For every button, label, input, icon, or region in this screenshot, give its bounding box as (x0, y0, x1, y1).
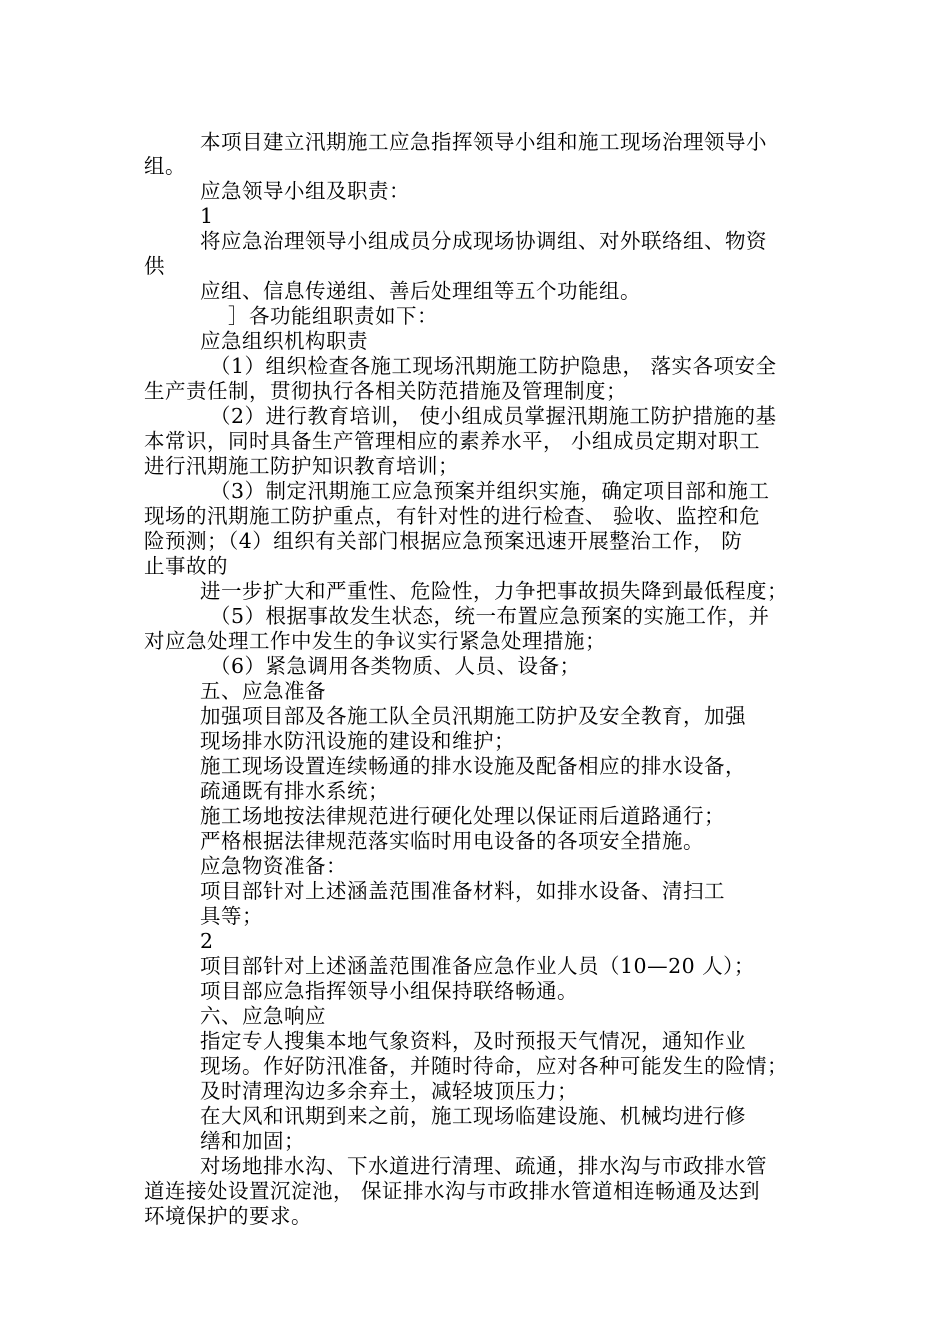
text-line: 施工现场设置连续畅通的排水设施及配备相应的排水设备， (200, 754, 746, 778)
text-line: 组。 (144, 154, 186, 178)
text-line: 进一步扩大和严重性、危险性，力争把事故损失降到最低程度； (200, 579, 788, 603)
text-line: 进行汛期施工防护知识教育培训； (144, 454, 459, 478)
text-line: 供 (144, 254, 165, 278)
text-line: 项目部应急指挥领导小组保持联络畅通。 (200, 979, 578, 1003)
text-line: ］各功能组职责如下： (228, 304, 438, 328)
text-line: 及时清理沟边多余弃土，减轻坡顶压力； (200, 1079, 578, 1103)
text-line: 现场的汛期施工防护重点，有针对性的进行检查、 验收、监控和危 (144, 504, 761, 528)
text-line: 对场地排水沟、下水道进行清理、疏通，排水沟与市政排水管 (200, 1154, 767, 1178)
text-line: （1）组织检查各施工现场汛期施工防护隐患， 落实各项安全 (210, 354, 777, 378)
text-line: 项目部针对上述涵盖范围准备材料，如排水设备、清扫工 (200, 879, 725, 903)
text-line: 应组、信息传递组、善后处理组等五个功能组。 (200, 279, 641, 303)
text-line: 将应急治理领导小组成员分成现场协调组、对外联络组、物资 (200, 229, 767, 253)
text-line: 1 (200, 204, 214, 228)
text-line: 缮和加固； (200, 1129, 305, 1153)
text-line: 本项目建立汛期施工应急指挥领导小组和施工现场治理领导小 (200, 130, 767, 154)
text-line: （6）紧急调用各类物质、人员、设备； (210, 654, 581, 678)
text-line: 应急物资准备： (200, 854, 347, 878)
text-line: 应急组织机构职责 (200, 329, 368, 353)
text-line: 本常识，同时具备生产管理相应的素养水平， 小组成员定期对职工 (144, 429, 761, 453)
text-line: 对应急处理工作中发生的争议实行紧急处理措施； (144, 629, 606, 653)
text-line: 指定专人搜集本地气象资料，及时预报天气情况，通知作业 (200, 1029, 746, 1053)
text-line: 道连接处设置沉淀池， 保证排水沟与市政排水管道相连畅通及达到 (144, 1179, 761, 1203)
text-line: 严格根据法律规范落实临时用电设备的各项安全措施。 (200, 829, 704, 853)
section-heading: 五、应急准备 (200, 679, 326, 703)
text-line: 现场排水防汛设施的建设和维护； (200, 729, 515, 753)
text-line: （5）根据事故发生状态，统一布置应急预案的实施工作，并 (210, 604, 770, 628)
section-heading: 六、应急响应 (200, 1004, 326, 1028)
text-line: （2）进行教育培训， 使小组成员掌握汛期施工防护措施的基 (210, 404, 777, 428)
text-line: 现场。作好防汛准备，并随时待命，应对各种可能发生的险情； (200, 1054, 788, 1078)
text-line: 险预测；（4）组织有关部门根据应急预案迅速开展整治工作， 防 (144, 529, 743, 553)
text-line: 疏通既有排水系统； (200, 779, 389, 803)
text-line: 在大风和讯期到来之前，施工现场临建设施、机械均进行修 (200, 1104, 746, 1128)
text-line: 应急领导小组及职责： (200, 179, 410, 203)
text-line: 项目部针对上述涵盖范围准备应急作业人员（10—20 人）； (200, 954, 755, 978)
text-line: 生产责任制，贯彻执行各相关防范措施及管理制度； (144, 379, 627, 403)
text-line: 具等； (200, 904, 263, 928)
text-line: 施工场地按法律规范进行硬化处理以保证雨后道路通行； (200, 804, 725, 828)
text-line: （3）制定汛期施工应急预案并组织实施，确定项目部和施工 (210, 479, 770, 503)
text-line: 环境保护的要求。 (144, 1204, 312, 1228)
text-line: 止事故的 (144, 554, 228, 578)
text-line: 2 (200, 929, 214, 953)
text-line: 加强项目部及各施工队全员汛期施工防护及安全教育，加强 (200, 704, 746, 728)
